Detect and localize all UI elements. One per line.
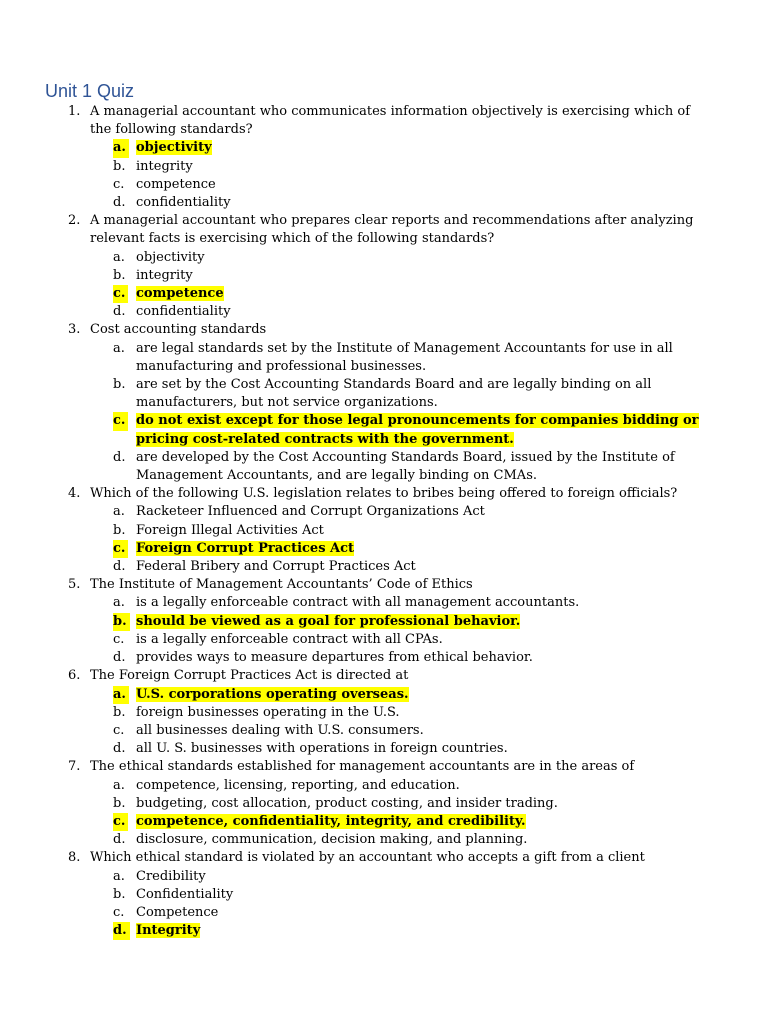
option-text-line (136, 922, 726, 940)
option-text-line (136, 176, 726, 194)
document-title: Unit 1 Quiz (45, 81, 135, 101)
answer-option (0, 267, 768, 285)
option-text-line (136, 139, 726, 157)
option-text: disclosure, communication, decision making, and planning. (136, 832, 528, 848)
option-letter: c. (113, 904, 125, 920)
question-text: The ethical standards established for management accountants are in the areas of (90, 759, 635, 775)
option-text-line (136, 503, 726, 521)
option-letter: d. (113, 741, 126, 757)
answer-option-correct (0, 540, 768, 558)
answer-option (0, 886, 768, 904)
option-text: provides ways to measure departures from ethical behavior. (136, 650, 533, 666)
option-text-line (136, 303, 726, 321)
quiz-question (0, 849, 768, 940)
quiz-question (0, 321, 768, 485)
answer-option (0, 303, 768, 321)
option-text: integrity (136, 267, 193, 283)
highlighted-answer-text: Foreign Corrupt Practices Act (136, 540, 355, 556)
answer-option (0, 868, 768, 886)
option-text: are set by the Cost Accounting Standards Board and are legally binding on all manufacturers, but not service organizations. (136, 377, 652, 411)
option-text: confidentiality (136, 304, 231, 320)
quiz-question (0, 667, 768, 758)
answer-option (0, 904, 768, 922)
option-text-line (136, 540, 726, 558)
answer-option (0, 777, 768, 795)
option-letter: b. (113, 704, 126, 720)
answer-option (0, 176, 768, 194)
answer-option (0, 722, 768, 740)
question-number: 2. (68, 213, 81, 229)
option-text-line (136, 777, 726, 795)
option-letter: d. (113, 922, 130, 940)
answer-option (0, 340, 768, 376)
highlighted-answer-text: objectivity (136, 140, 212, 156)
option-letter: a. (113, 249, 125, 265)
option-text-line (136, 558, 726, 576)
option-text-line (136, 285, 726, 303)
option-text-line (136, 740, 726, 758)
option-letter: b. (113, 613, 130, 631)
answer-option (0, 376, 768, 412)
answer-option (0, 558, 768, 576)
option-letter: b. (113, 795, 126, 811)
question-text: Cost accounting standards (90, 322, 267, 338)
option-text: objectivity (136, 249, 205, 265)
highlighted-answer-text: competence (136, 286, 224, 302)
option-text: foreign businesses operating in the U.S. (136, 704, 400, 720)
question-text: A managerial accountant who prepares clear reports and recommendations after analyzing relevant facts is exercising which of the following standards? (90, 213, 694, 247)
question-number: 3. (68, 322, 81, 338)
option-text-line (136, 886, 726, 904)
option-text-line (136, 868, 726, 886)
option-text-line (136, 158, 726, 176)
option-text-line (136, 686, 726, 704)
option-text: all businesses dealing with U.S. consumers. (136, 722, 424, 738)
answer-option (0, 522, 768, 540)
answer-option (0, 704, 768, 722)
option-letter: a. (113, 340, 125, 356)
option-text: are developed by the Cost Accounting Standards Board, issued by the Institute of Management Accountants, and are legally binding on CMAs. (136, 449, 675, 484)
option-letter: b. (113, 522, 126, 538)
question-text: A managerial accountant who communicates information objectively is exercising which of the following standards? (90, 104, 691, 138)
option-text: is a legally enforceable contract with all management accountants. (136, 595, 580, 611)
option-letter: c. (113, 285, 128, 303)
highlighted-answer-text: should be viewed as a goal for professional behavior. (136, 613, 521, 629)
answer-option (0, 158, 768, 176)
option-text: Racketeer Influenced and Corrupt Organizations Act (136, 504, 485, 520)
option-text-line (136, 522, 726, 540)
quiz-question (0, 758, 768, 849)
option-text-line (136, 412, 726, 448)
highlighted-answer-text: competence, confidentiality, integrity, and credibility. (136, 813, 526, 829)
option-text: are legal standards set by the Institute of Management Accountants for use in all manufacturing and professional businesses. (136, 340, 673, 374)
option-text-line (136, 704, 726, 722)
option-text: Foreign Illegal Activities Act (136, 522, 324, 538)
option-text-line (136, 722, 726, 740)
question-number: 8. (68, 850, 81, 866)
option-letter: b. (113, 377, 126, 393)
option-letter: a. (113, 686, 129, 704)
option-text-line (136, 613, 726, 631)
answer-option-correct (0, 285, 768, 303)
option-text: Credibility (136, 868, 206, 884)
option-text-line (136, 449, 726, 485)
answer-option (0, 831, 768, 849)
answer-option-correct (0, 686, 768, 704)
option-text-line (136, 594, 726, 612)
option-letter: d. (113, 449, 126, 465)
option-letter: d. (113, 832, 126, 848)
option-letter: d. (113, 304, 126, 320)
highlighted-answer-text: do not exist except for those legal pronouncements for companies bidding or pricing cost-related contracts with the government. (136, 413, 699, 447)
answer-option (0, 740, 768, 758)
question-text: The Foreign Corrupt Practices Act is directed at (90, 668, 409, 684)
question-text: The Institute of Management Accountants’ Code of Ethics (90, 577, 473, 593)
option-letter: b. (113, 158, 126, 174)
option-letter: c. (113, 631, 125, 647)
option-letter: d. (113, 559, 126, 575)
option-letter: c. (113, 813, 128, 831)
option-letter: a. (113, 777, 125, 793)
quiz-question (0, 212, 768, 321)
highlighted-answer-text: Integrity (136, 923, 201, 939)
answer-option (0, 503, 768, 521)
option-text-line (136, 904, 726, 922)
answer-option-correct (0, 813, 768, 831)
option-text: competence, licensing, reporting, and education. (136, 777, 460, 793)
option-letter: a. (113, 504, 125, 520)
option-letter: a. (113, 868, 125, 884)
answer-option (0, 649, 768, 667)
quiz-question-list (0, 103, 768, 940)
highlighted-answer-text: U.S. corporations operating overseas. (136, 686, 409, 702)
option-letter: d. (113, 195, 126, 211)
option-text-line (136, 813, 726, 831)
answer-option (0, 631, 768, 649)
option-text-line (136, 249, 726, 267)
option-text-line (136, 831, 726, 849)
option-text-line (136, 267, 726, 285)
question-number: 6. (68, 668, 81, 684)
option-text: integrity (136, 158, 193, 174)
answer-option (0, 449, 768, 485)
option-text-line (136, 194, 726, 212)
quiz-question (0, 103, 768, 212)
option-text: Federal Bribery and Corrupt Practices Act (136, 559, 416, 575)
option-letter: a. (113, 595, 125, 611)
option-text: Confidentiality (136, 886, 234, 902)
option-text-line (136, 649, 726, 667)
option-text: Competence (136, 904, 219, 920)
option-text: budgeting, cost allocation, product costing, and insider trading. (136, 795, 558, 811)
quiz-question (0, 576, 768, 667)
question-number: 7. (68, 759, 81, 775)
option-text: competence (136, 176, 216, 192)
answer-option (0, 194, 768, 212)
answer-option (0, 249, 768, 267)
option-letter: d. (113, 650, 126, 666)
option-text-line (136, 795, 726, 813)
option-letter: c. (113, 412, 128, 430)
answer-option-correct (0, 412, 768, 448)
option-text: is a legally enforceable contract with all CPAs. (136, 631, 443, 647)
question-text: Which of the following U.S. legislation relates to bribes being offered to foreign officials? (90, 486, 678, 502)
answer-option-correct (0, 139, 768, 157)
option-text-line (136, 631, 726, 649)
option-letter: b. (113, 886, 126, 902)
option-text: all U. S. businesses with operations in foreign countries. (136, 741, 508, 757)
option-letter: c. (113, 540, 128, 558)
answer-option-correct (0, 613, 768, 631)
question-number: 5. (68, 577, 81, 593)
option-text: confidentiality (136, 195, 231, 211)
option-letter: c. (113, 722, 125, 738)
option-text-line (136, 376, 726, 412)
option-text-line (136, 340, 726, 376)
question-number: 4. (68, 486, 81, 502)
question-text: Which ethical standard is violated by an accountant who accepts a gift from a client (90, 850, 645, 866)
answer-option (0, 594, 768, 612)
option-letter: b. (113, 267, 126, 283)
option-letter: c. (113, 176, 125, 192)
answer-option-correct (0, 922, 768, 940)
answer-option (0, 795, 768, 813)
question-number: 1. (68, 104, 81, 119)
quiz-question (0, 485, 768, 576)
option-letter: a. (113, 139, 129, 157)
